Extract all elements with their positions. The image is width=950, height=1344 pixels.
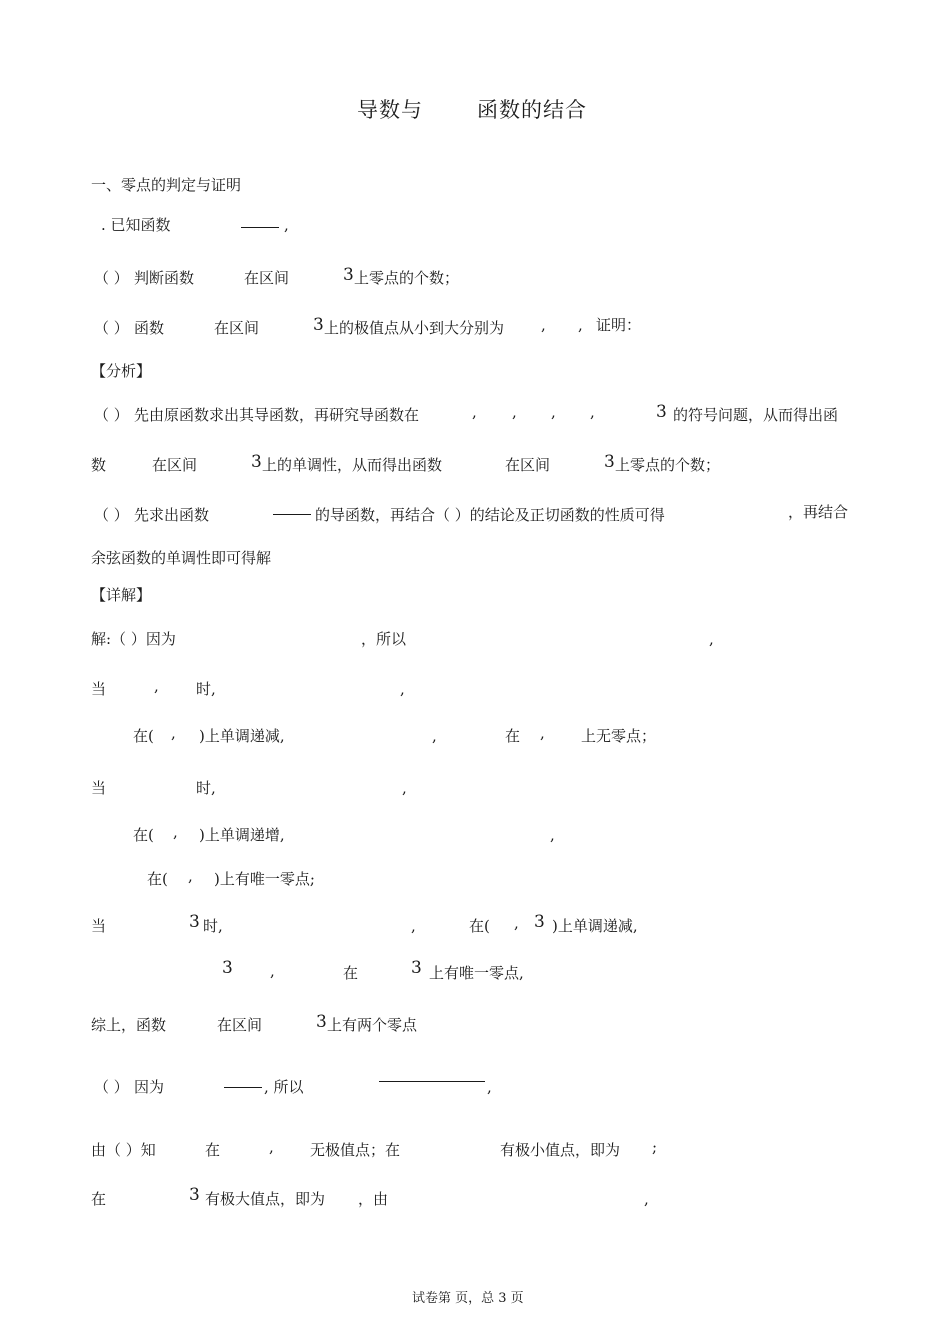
part2-line-2-d: 无极值点；在 [310, 1141, 401, 1159]
detail-line-3-e: 在 [505, 727, 521, 745]
part2-line-2-b: 在 [205, 1141, 221, 1159]
detail-line-3-c: )上单调递减, [199, 727, 285, 745]
analysis-1-comma-4: , [590, 403, 595, 421]
analysis-2-text-a: 先求出函数 [134, 506, 210, 524]
q2-text-b: 在区间 [214, 319, 260, 337]
detail-line-9-b: 在区间 [217, 1016, 263, 1034]
detail-line-7-d: 在( [469, 917, 490, 935]
part2-line-2-a: 由（ ）知 [91, 1141, 156, 1159]
part2-line-1-c: , [487, 1078, 492, 1096]
q2-text-d: 证明： [596, 316, 642, 334]
analysis-1-text-a: 先由原函数求出其导函数，再研究导函数在 [134, 406, 420, 424]
detail-line-4-b: 时, [196, 779, 216, 797]
analysis-1-line2-b: 在区间 [152, 456, 198, 474]
detail-line-8-three-2: 3 [411, 958, 422, 978]
part2-line-2-f: ; [652, 1138, 658, 1156]
analysis-1-text-b: 的符号问题，从而得出函 [673, 406, 839, 424]
page-title-left: 导数与 [357, 98, 423, 122]
detail-line-7-three: 3 [189, 912, 200, 932]
q2-paren: （ ） [94, 319, 129, 337]
detail-line-7-f: 3 [534, 912, 545, 932]
analysis-2-paren: （ ） [94, 506, 129, 524]
analysis-1-comma-3: , [551, 403, 556, 421]
detail-line-2-d: , [400, 680, 405, 698]
analysis-2-text-c: ，再结合 [788, 503, 849, 521]
q2-comma-2: , [578, 316, 583, 334]
detail-line-8-b: 在 [343, 964, 359, 982]
detail-line-4-a: 当 [91, 779, 107, 797]
detail-tag: 【详解】 [91, 586, 152, 604]
page-footer: 试卷第 页，总 3 页 [412, 1291, 524, 1306]
detail-line-3-d: , [432, 727, 437, 745]
analysis-1-three: 3 [656, 402, 667, 422]
analysis-1-line2-three-2: 3 [604, 452, 615, 472]
analysis-2-text-b: 的导函数，再结合（ ）的结论及正切函数的性质可得 [315, 506, 665, 524]
q1-three: 3 [343, 265, 354, 285]
analysis-1-line2-c: 上的单调性，从而得出函数 [262, 456, 443, 474]
detail-line-9-c: 上有两个零点 [327, 1016, 418, 1034]
analysis-1-line2-d: 在区间 [505, 456, 551, 474]
analysis-2-line2: 余弦函数的单调性即可得解 [91, 549, 272, 567]
section-heading: 一、零点的判定与证明 [91, 176, 242, 194]
detail-line-8-three: 3 [222, 958, 233, 978]
q2-comma-1: , [541, 316, 546, 334]
detail-line-3-a: 在( [133, 727, 154, 745]
part2-line-2-e: 有极小值点，即为 [500, 1141, 621, 1159]
detail-line-8-c: 上有唯一零点, [429, 964, 524, 982]
detail-line-2-c: 时, [196, 680, 216, 698]
fraction-bar [224, 1087, 262, 1088]
page-title-right: 函数的结合 [477, 98, 587, 122]
fraction-bar [241, 227, 279, 228]
part2-line-1-b: , 所以 [264, 1078, 304, 1096]
question-intro-comma: , [284, 216, 289, 234]
detail-line-6-c: )上有唯一零点; [214, 870, 315, 888]
detail-line-3-f: , [540, 724, 545, 742]
analysis-1-line2-three-1: 3 [251, 452, 262, 472]
detail-line-1-c: , [709, 630, 714, 648]
detail-line-7-a: 当 [91, 917, 107, 935]
detail-line-7-e: , [514, 914, 519, 932]
detail-line-2-b: , [154, 677, 159, 695]
q2-three: 3 [313, 315, 324, 335]
detail-line-9-a: 综上，函数 [91, 1016, 167, 1034]
detail-line-1-a: 解:（ ）因为 [91, 630, 176, 648]
q1-paren: （ ） [94, 269, 129, 287]
detail-line-6-b: , [188, 867, 193, 885]
analysis-1-comma-2: , [512, 403, 517, 421]
part2-line-3-three: 3 [189, 1185, 200, 1205]
part2-line-1-paren: （ ） [94, 1078, 129, 1096]
detail-line-5-c: )上单调递增, [199, 826, 285, 844]
detail-line-4-c: , [402, 779, 407, 797]
q2-text-c: 上的极值点从小到大分别为 [324, 319, 505, 337]
q1-text-c: 上零点的个数； [354, 269, 460, 287]
detail-line-2-a: 当 [91, 680, 107, 698]
part2-line-2-c: , [269, 1138, 274, 1156]
detail-line-7-b: 时, [203, 917, 223, 935]
part2-line-3-a: 在 [91, 1190, 107, 1208]
detail-line-9-three: 3 [316, 1012, 327, 1032]
detail-line-7-c: , [411, 917, 416, 935]
detail-line-8-a: , [270, 962, 275, 980]
q1-text-a: 判断函数 [134, 269, 195, 287]
detail-line-5-b: , [173, 823, 178, 841]
part2-line-3-b: 有极大值点，即为 [205, 1190, 326, 1208]
analysis-1-line2-a: 数 [91, 456, 107, 474]
detail-line-3-b: , [171, 724, 176, 742]
fraction-bar [273, 514, 311, 515]
part2-line-1-a: 因为 [134, 1078, 165, 1096]
q2-text-a: 函数 [134, 319, 165, 337]
analysis-1-paren: （ ） [94, 406, 129, 424]
analysis-tag: 【分析】 [91, 362, 152, 380]
part2-line-3-c: ，由 [358, 1190, 389, 1208]
detail-line-7-g: )上单调递减, [552, 917, 638, 935]
fraction-bar [379, 1081, 485, 1082]
part2-line-3-d: , [644, 1190, 649, 1208]
question-intro: . 已知函数 [101, 216, 171, 234]
detail-line-5-a: 在( [133, 826, 154, 844]
q1-text-b: 在区间 [244, 269, 290, 287]
analysis-1-line2-e: 上零点的个数； [615, 456, 721, 474]
detail-line-3-g: 上无零点； [581, 727, 657, 745]
detail-line-5-d: , [550, 826, 555, 844]
detail-line-1-b: ，所以 [361, 630, 407, 648]
analysis-1-comma-1: , [472, 403, 477, 421]
detail-line-6-a: 在( [147, 870, 168, 888]
